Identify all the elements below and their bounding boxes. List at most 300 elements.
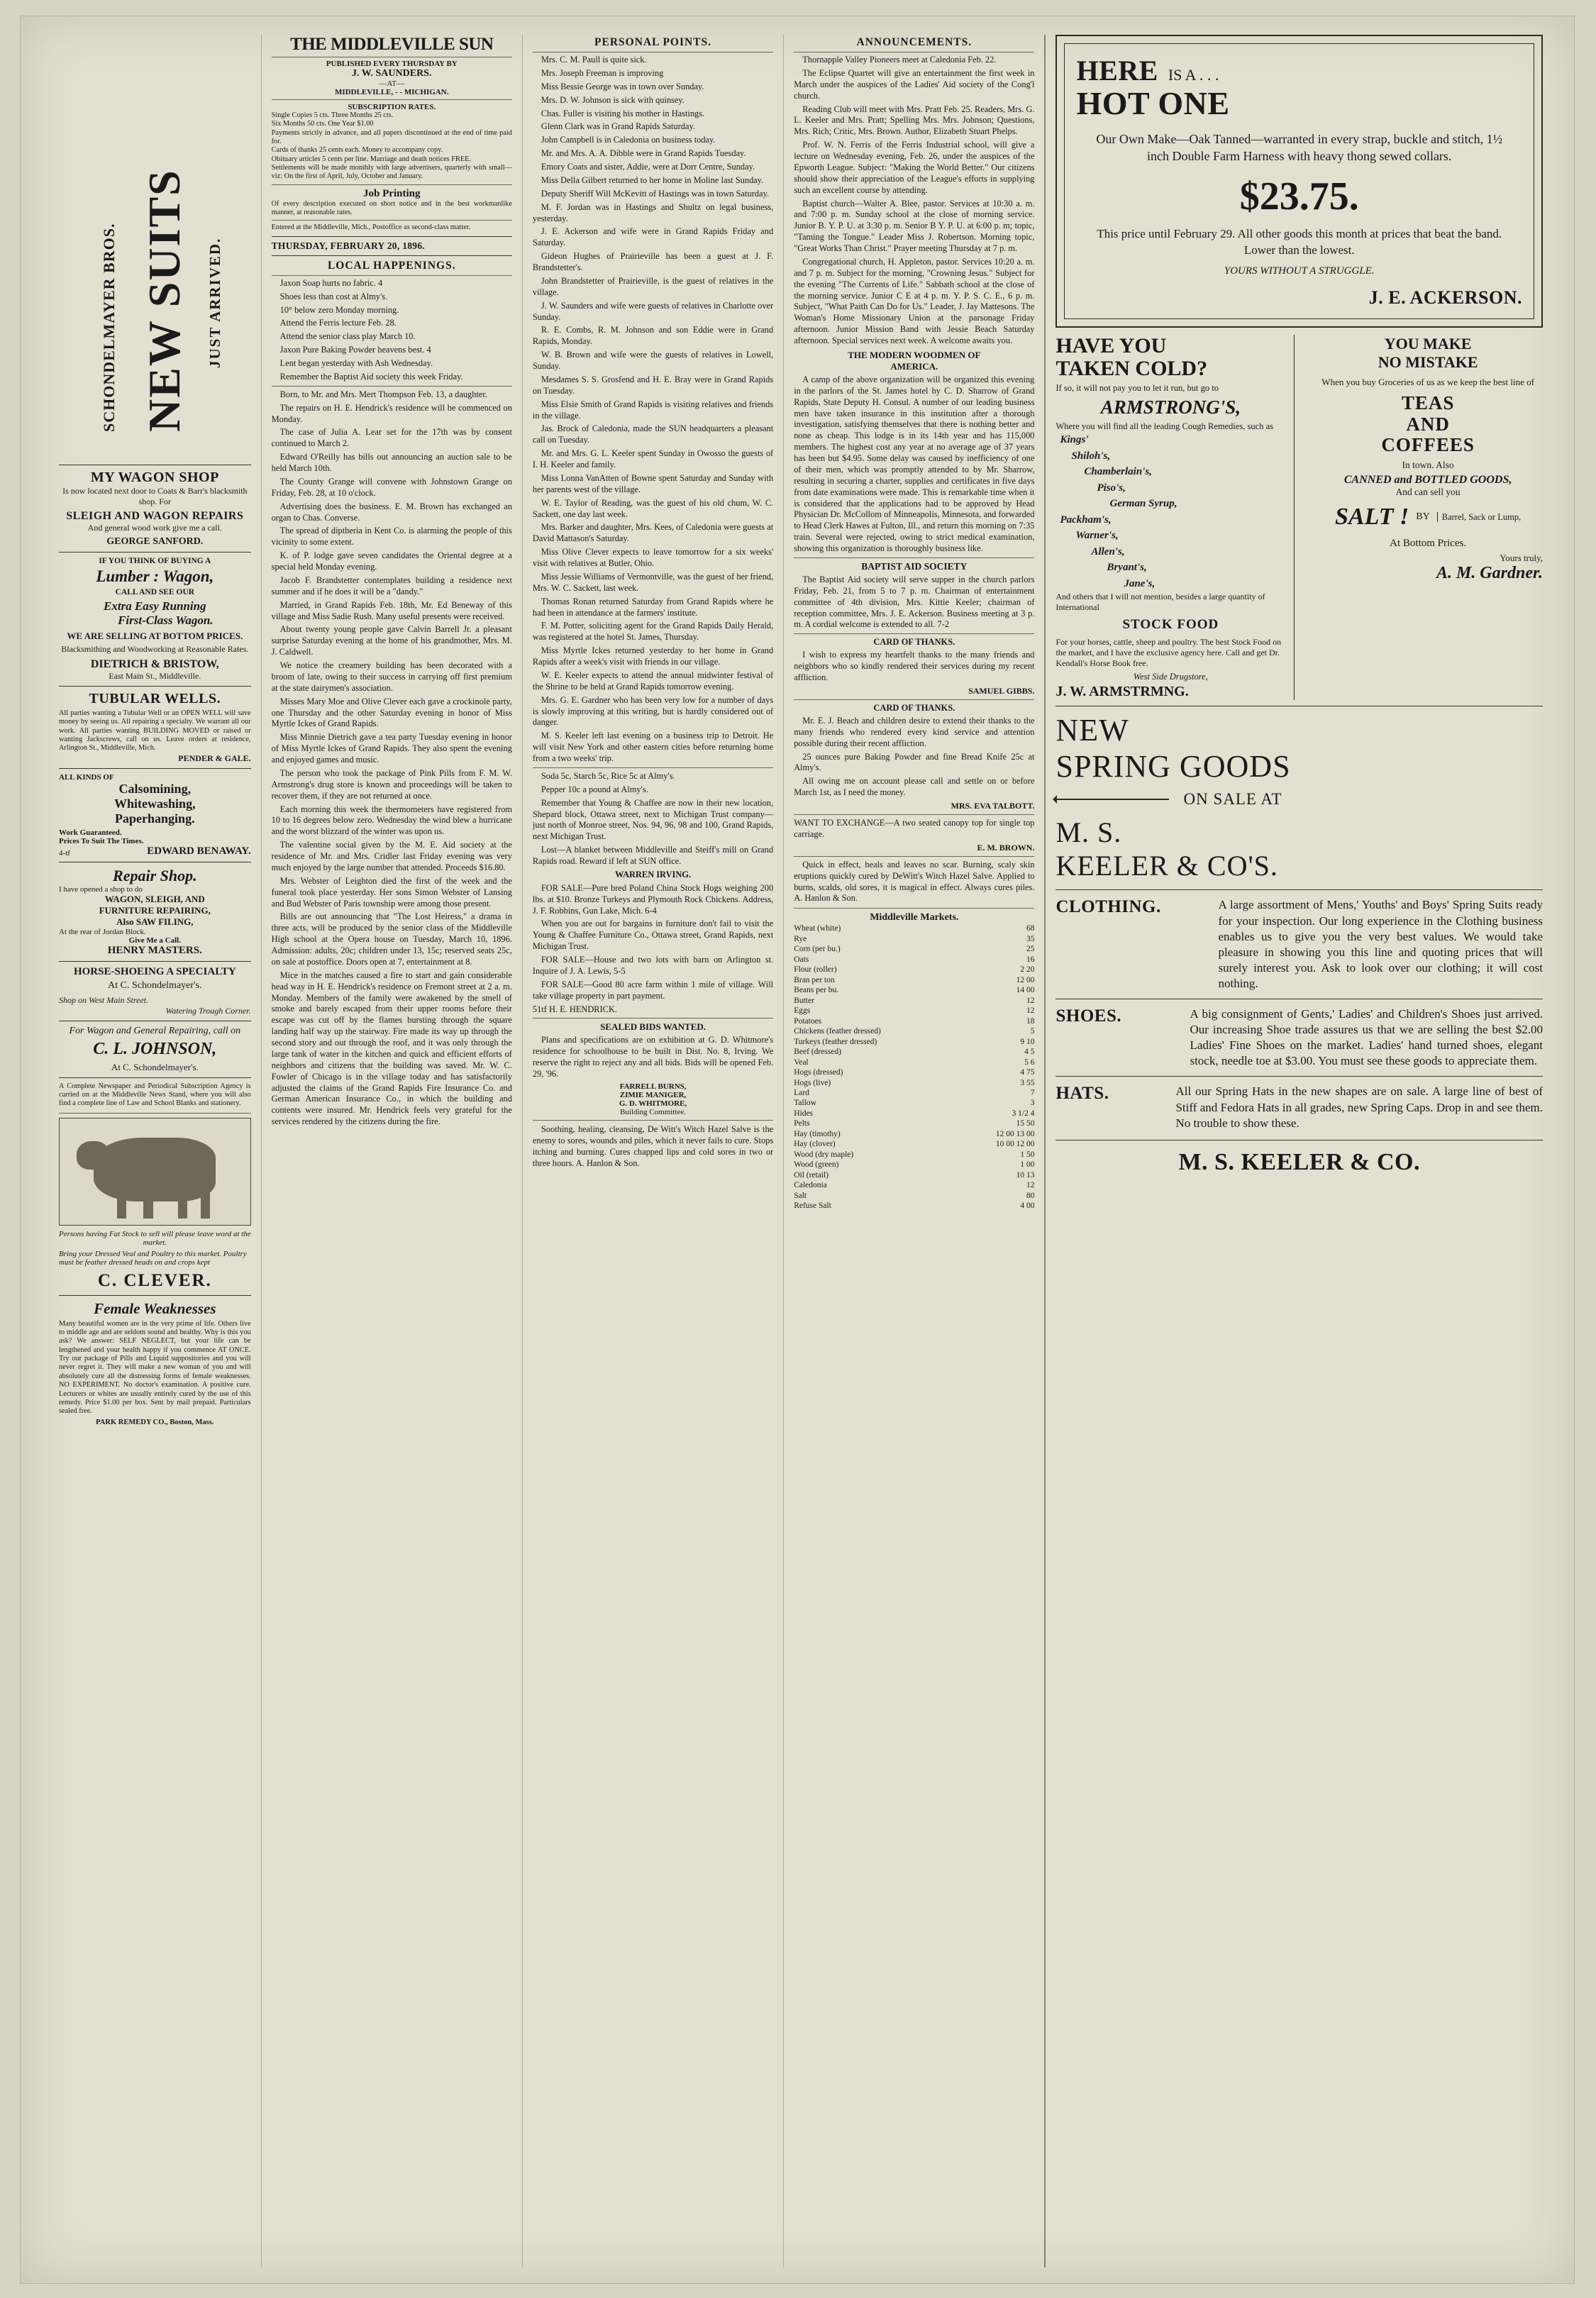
gardner-yours: Yours truly, [1500, 553, 1543, 564]
personal-points-heading: PERSONAL POINTS. [594, 36, 712, 48]
list-item: K. of P. lodge gave seven candidates the Oriental degree at a special held Monday evening. [271, 550, 512, 572]
subrates-l3: Payments strictly in advance, and all papers discontinued at the end of time paid for. [271, 128, 512, 146]
repair-title: Repair Shop. [113, 866, 197, 884]
newspaper-sheet [20, 16, 1575, 2284]
market-item: Corn (per bu.) [794, 945, 841, 954]
repair-l3: FURNITURE REPAIRING, [99, 904, 211, 916]
shoes-section [1055, 1006, 1543, 1069]
new-suits-text: NEW SUITS [139, 169, 189, 432]
hats-body: All our Spring Hats in the new shapes are on sale. A large line of best of Stiff and Fedora Hats in all grades, new Spring Caps. Drop in and see them. No trouble to show these. [1175, 1084, 1543, 1130]
horse-at: At C. Schondelmayer's. [108, 979, 202, 991]
table-row [794, 923, 1034, 933]
market-item: Hay (clover) [794, 1140, 836, 1149]
list-item: Mrs. Barker and daughter, Mrs. Kees, of Caledonia were guests at David Mattason's Saturday. [532, 522, 774, 544]
market-item: Oats [794, 955, 809, 964]
list-item: Jaxon Pure Baking Powder heavens best. 4 [279, 345, 431, 355]
table-row [794, 1088, 1034, 1098]
horse-shop: Shop on West Main Street. [59, 994, 149, 1005]
ackerson-harness-ad [1055, 35, 1543, 328]
list-item: Born, to Mr. and Mrs. Mert Thompson Feb. 13, a daughter. [279, 389, 487, 399]
masthead-place: MIDDLEVILLE, - - MICHIGAN. [335, 88, 449, 96]
list-item: Each morning this week the thermometers have registered from 10 to 16 degrees below zero. Wednesday the wind blew a hurricane and the worst blizzard of the winter was upon us. [271, 804, 512, 837]
lumber-think: IF YOU THINK OF BUYING A [99, 557, 211, 565]
column-announcements [783, 35, 1044, 2268]
want-to-exchange-sign: E. M. BROWN. [977, 842, 1035, 853]
list-item: Miss Jessie Williams of Vermontville, was the guest of her friend, Mrs. W. C. Sackett, last week. [532, 571, 774, 593]
horse-title: HORSE-SHOEING A SPECIALTY [73, 965, 236, 977]
market-price: 3 55 [1020, 1078, 1035, 1087]
table-row [794, 1016, 1034, 1026]
table-row [794, 1067, 1034, 1077]
market-item: Tallow [794, 1099, 816, 1108]
list-item: 51tf H. E. HENDRICK. [532, 1004, 617, 1014]
lumber-selling: WE ARE SELLING AT BOTTOM PRICES. [67, 631, 243, 641]
cow-body [94, 1138, 216, 1201]
armstrong-drug-ad [1055, 335, 1295, 700]
wells-sign: PENDER & GALE. [178, 753, 251, 763]
repair-l6: Give Me a Call. [128, 936, 181, 945]
list-item: John Brandstetter of Prairieville, is the guest of relatives in the village. [532, 275, 774, 297]
johnson-ad [59, 1026, 251, 1073]
market-item: Potatoes [794, 1016, 822, 1026]
sealed-sign-1: FARRELL BURNS, [619, 1082, 687, 1091]
card-of-thanks-heading-1: CARD OF THANKS. [873, 637, 955, 648]
keeler-final-sign: M. S. KEELER & CO. [1178, 1148, 1420, 1175]
market-item: Refuse Salt [794, 1201, 831, 1211]
market-item: Flour (roller) [794, 965, 837, 975]
market-price: 3 [1030, 1099, 1035, 1108]
wagon-shop-headline: SLEIGH AND WAGON REPAIRS [66, 510, 244, 522]
market-item: Bran per ton [794, 975, 835, 984]
list-item: Mrs. Webster of Leighton died the first of the week and the funeral took place yesterday. Her sons Simon Webster of Lansing and Bud Webster of Paris township were among those present. [271, 875, 512, 909]
issue-date: THURSDAY, FEBRUARY 20, 1896. [271, 240, 426, 251]
list-item: Miss Della Gilbert returned to her home in Moline last Sunday. [541, 174, 764, 185]
gardner-salt: SALT ! [1335, 504, 1409, 531]
market-item: Hogs (live) [794, 1078, 831, 1087]
market-item: Hay (timothy) [794, 1129, 841, 1138]
wagon-shop-ad [59, 470, 251, 548]
painting-ad [59, 773, 251, 857]
ackerson-sign: J. E. ACKERSON. [1368, 287, 1522, 309]
list-item: Edward O'Reilly has bills out announcing an auction sale to be held March 10th. [271, 452, 512, 474]
market-item: Rye [794, 934, 807, 943]
table-row [794, 934, 1034, 944]
card-of-thanks-body-1: I wish to express my heartfelt thanks to the many friends and neighbors who so kindly rendered their services during my recent affliction. [794, 650, 1035, 682]
list-item: Miss Lonna VanAtten of Bowne spent Saturday and Sunday with her parents west of the village. [532, 472, 774, 494]
table-row [794, 1191, 1034, 1201]
wells-body: All parties wanting a Tubular Well or an OPEN WELL will save money by seeing us. All repairing a specialty. We warrant all our work. All parties wanting BUILDING MOVED or raised or wanting Jackscrews, call on us. Leave orders at residence, Arlington St., Middleville, Mich. [59, 709, 251, 753]
market-item: Hides [794, 1109, 814, 1118]
sealed-bids-heading: SEALED BIDS WANTED. [600, 1021, 706, 1033]
list-item: Soda 5c, Starch 5c, Rice 5c at Almy's. [541, 770, 675, 781]
paint-warrant: Work Guaranteed. [59, 828, 122, 837]
ackerson-here: HERE [1076, 55, 1158, 87]
armstrong-store: West Side Drugstore, [1133, 672, 1208, 682]
market-price: 80 [1026, 1191, 1035, 1200]
shoes-heading: SHOES. [1055, 1006, 1122, 1026]
market-price: 12 00 [1016, 975, 1035, 984]
female-body: Many beautiful women are in the very prime of life. Others live to middle age and are seldom sound and healthy. Why is this you ask? We answer: SELF NEGLECT, but your life can be lengthened and your health happy if you commence AT ONCE. Try our package of Pills and Liquid suppositories and you will never regret it. They will make a new woman of you and will absolutely cure all the distressing forms of female weaknesses. NO EXPERIMENT. No doctor's examination. A positive cure. Lecturers or whites are usually entirely cured by the use of this remedy. Price $1.00 per box. Sent by mail prepaid. Particulars sealed free. [59, 1319, 251, 1416]
salve-notice: Soothing, healing, cleansing, De Witt's Witch Hazel Salve is the enemy to sores, wounds and piles, which it never fails to cure. Stops itching and burning. Cures chapped lips and cold sores in two or three hours. A. Hanlon & Son. [532, 1123, 774, 1168]
table-row [794, 955, 1034, 965]
gardner-bottom: At Bottom Prices. [1390, 538, 1467, 550]
list-item: Remember that Young & Chaffee are now in their new location, Shepard block, Ottawa street, next to Michigan Trust company—just north of Monroe street, Nos. 94, 96, 98 and 100, Grand Rapids, next Michigan Trust. [532, 797, 774, 842]
card-of-thanks-body-2: Mr. E. J. Beach and children desire to extend their thanks to the many friends who rendered every kind service and attention possible during their recent affliction. [794, 715, 1035, 748]
table-row [794, 1098, 1034, 1108]
table-row [794, 1078, 1034, 1088]
market-price: 4 00 [1020, 1201, 1035, 1211]
list-item: The valentine social given by the M. E. Aid society at the residence of Mr. and Mrs. Cridler last Friday evening was very much enjoyed by the large number that attended. Proceeds $16.80. [271, 840, 512, 872]
list-item: Mice in the matches caused a fire to start and gain considerable head way in H. E. Hendrick's residence on Fremont street at 2 a. m. Monday. Members of the family were awakened by the smell of smoke and barely escaped from their upper rooms before their escape was cut off by the flames bursting through the square landing half way up the stairway. Fire made its way up through the second story and out through the roof, and it was only through the large tank of water in the kitchen and quick and efficient efforts of neighbors and citizens that the building was saved. Mr. W. C. Fowler of Chicago is in the village today and has satisfactorily adjusted the claims of the Grand Rapids Fire Insurance Co. and German American Insurance Co., in which the building and contents were insured. Mr. Hendrick feels very grateful for the services rendered by the citizens during the fire. [271, 970, 512, 1127]
keeler-on-sale-at: ON SALE AT [1183, 790, 1282, 809]
market-item: Turkeys (feather dressed) [794, 1037, 877, 1046]
ackerson-terms: This price until February 29. All other goods this month at prices that beat the band. Lower than the lowest. [1097, 226, 1502, 257]
masthead-publisher: J. W. SAUNDERS. [352, 68, 432, 79]
market-item: Wood (dry maple) [794, 1150, 854, 1159]
table-row [794, 1150, 1034, 1160]
list-item: Mrs. C. M. Paull is quite sick. [541, 55, 647, 65]
market-price: 14 00 [1016, 986, 1035, 995]
job-printing-body: Of every description executed on short notice and in the best workmanlike manner, at reasonable rates. [271, 199, 512, 217]
entered-notice: Entered at the Middleville, Mich., Postoffice as second-class matter. [271, 223, 471, 232]
list-item: 10° below zero Monday morning. [279, 304, 399, 315]
subrates-l2: Six Months 50 cts. One Year $1.00 [271, 120, 374, 128]
table-row [794, 1058, 1034, 1067]
wagon-shop-line2: And general wood work give me a call. [87, 523, 222, 533]
brand-item: Shiloh's, [1071, 450, 1111, 462]
market-price: 68 [1026, 924, 1035, 933]
wells-title: TUBULAR WELLS. [89, 691, 221, 706]
table-row [794, 1170, 1034, 1180]
johnson-at: At C. Schondelmayer's. [111, 1061, 199, 1072]
list-item: The County Grange will convene with Johnstown Grange on Friday, Feb. 28, at 10 o'clock. [271, 476, 512, 498]
list-item: M. S. Keeler left last evening on a business trip to Detroit. He will visit New York and other eastern cities before returning home from a two weeks' trip. [532, 731, 774, 763]
table-row [794, 985, 1034, 995]
repair-l2: WAGON, SLEIGH, AND [104, 893, 205, 904]
job-printing-heading: Job Printing [363, 187, 421, 199]
table-row [794, 1006, 1034, 1016]
column-personal-points [522, 35, 783, 2268]
repair-shop-ad [59, 867, 251, 957]
cow-illustration [59, 1118, 251, 1226]
gardner-grocery-ad [1304, 335, 1543, 700]
table-row [794, 1037, 1034, 1047]
gardner-coffees: COFFEES [1381, 434, 1475, 456]
list-item: Prof. W. N. Ferris of the Ferris Industrial school, will give a lecture on Wednesday evening, Feb. 26, under the auspices of the Epworth League. Subject: "Making the World Better." Our citizens should show their appreciation of the League's efforts in supplying such an excellent course by attending. [794, 140, 1035, 195]
classified-list [533, 771, 773, 1016]
list-item: Shoes less than cost at Almy's. [279, 291, 388, 301]
armstrong-sign: J. W. ARMSTRMNG. [1055, 684, 1189, 700]
list-item: Attend the senior class play March 10. [279, 331, 416, 342]
brand-item: Bryant's, [1107, 562, 1147, 574]
market-price: 5 [1030, 1027, 1035, 1036]
list-item: J. E. Ackerson and wife were in Grand Rapids Friday and Saturday. [532, 226, 774, 248]
armstrong-taken-cold: TAKEN COLD? [1055, 356, 1208, 380]
paint-l1: Calsomining, [118, 781, 192, 796]
keeler-spring-goods-ad [1055, 712, 1543, 882]
brand-item: Allen's, [1091, 545, 1125, 557]
market-price: 10 13 [1016, 1170, 1035, 1179]
list-item: The spread of diptheria in Kent Co. is alarming the people of this vicinity to some extent. [271, 526, 512, 548]
tubular-wells-ad [59, 691, 251, 764]
market-item: Pelts [794, 1119, 810, 1128]
market-item: Hogs (dressed) [794, 1068, 843, 1077]
newspaper-masthead-title: THE MIDDLEVILLE SUN [290, 35, 494, 54]
subrates-l6: Settlements will be made monthly with large advertisers, quarterly with small—viz: On the first of April, July, October and January. [271, 164, 512, 181]
clothing-body: A large assortment of Mens,' Youths' and Boys' Spring Suits ready for your inspection. Our long experience in the Clothing business enables us to give you the very best values. We would take pleasure in showing you this line and quoting prices that will surely interest you. Ask to look over our clothing; it will cost nothing. [1218, 898, 1543, 990]
list-item: Lent began yesterday with Ash Wednesday. [279, 358, 433, 369]
market-item: Salt [794, 1191, 807, 1200]
personal-points-list [533, 55, 773, 765]
market-price: 3 1/2 4 [1012, 1109, 1035, 1118]
paint-prices: Prices To Suit The Times. [59, 836, 144, 845]
female-weakness-ad [59, 1300, 251, 1426]
market-price: 16 [1026, 955, 1035, 964]
gardner-you-make: YOU MAKE [1384, 335, 1472, 353]
cow-caption-2: Bring your Dressed Veal and Poultry to this market. Poultry must be feather dressed heads on and crops kept [59, 1249, 247, 1267]
wagon-shop-title: MY WAGON SHOP [90, 470, 219, 485]
list-item: Attend the Ferris lecture Feb. 28. [279, 318, 397, 328]
list-item: FOR SALE—Pure bred Poland China Stock Hogs weighing 200 lbs. at $10. Bronze Turkeys and Plymouth Rock Chickens. Address, J. F. Robbins, Gun Lake, Mich. 6-4 [532, 882, 774, 916]
settle-account-notice: All owing me on account please call and settle on or before March 1st, as I need the money. [794, 776, 1035, 798]
subrates-l1: Single Copies 5 cts. Three Months 25 cts. [271, 111, 394, 119]
just-arrived-text: JUST ARRIVED. [206, 237, 223, 368]
column-ads-left [49, 35, 261, 2268]
market-price: 18 [1026, 1016, 1035, 1026]
wagon-shop-sign: GEORGE SANFORD. [106, 536, 204, 547]
local-shorts-list [272, 278, 512, 383]
list-item: We notice the creamery building has been decorated with a broom of late, owing to their success in carrying off first premium at the state dairymen's association. [271, 660, 512, 693]
lumber-black: Blacksmithing and Woodworking at Reasonable Rates. [61, 644, 249, 654]
hats-section [1055, 1084, 1543, 1131]
baking-powder-notice: 25 ounces pure Baking Powder and fine Bread Knife 25c at Almy's. [794, 751, 1035, 773]
baptist-aid-body: The Baptist Aid society will serve supper in the church parlors Friday, Feb. 21, from 5 to 7 p. m. Chairman of entertainment committee of 4th division, Mrs. Kittie Keeler; chairman of reception committee, Mrs. J. E. Ackerson. Business meeting at 3 p. m. A cordial welcome is extended to all. 7-2 [794, 574, 1035, 630]
list-item: Miss Minnie Dietrich gave a tea party Tuesday evening in honor of Miss Myrtle Ickes of Grand Rapids. They also spent the evening and enjoyed games and music. [271, 732, 512, 765]
list-item: FOR SALE—Good 80 acre farm within 1 mile of village. Will take village property in part payment. [532, 979, 774, 1001]
keeler-new: NEW [1055, 713, 1129, 748]
list-item: WARREN IRVING. [615, 869, 692, 879]
list-item: Pepper 10c a pound at Almy's. [541, 784, 648, 794]
masthead-published: PUBLISHED EVERY THURSDAY BY [326, 60, 458, 68]
ackerson-body: Our Own Make—Oak Tanned—warranted in every strap, buckle and stitch, 1½ inch Double Farm Harness with heavy thong sewed collars. [1096, 132, 1503, 164]
cow-caption-1: Persons having Fat Stock to sell will please leave word at the market. [59, 1229, 251, 1247]
wagon-shop-line1: Is now located next door to Coats & Barr's blacksmith shop. For [62, 486, 248, 506]
list-item: Congregational church, H. Appleton, pastor. Services 10:20 a. m. and 7 p. m. Subject for the morning, "Crowning Jesus." Subject for the evening "The Currents of Life." Sabbath school at the close of the morning service. Junior C E at 4 p. m. Y. P. S. C. E., 6 p. m. Subject, "What Paith Can Do for Us." Leader, J. Jay Mattesons. The Woman's Home Missionary Union at the parsonage Friday afternoon. Junior Mission Band with Jessie Beach Saturday afternoon. Special services next week. A welcome awaits you. [794, 256, 1035, 345]
card-of-thanks-sign-1: SAMUEL GIBBS. [968, 685, 1035, 696]
list-item: W. B. Brown and wife were the guests of relatives in Lowell, Sunday. [532, 350, 774, 371]
market-item: Lard [794, 1089, 809, 1097]
sealed-bids-body: Plans and specifications are on exhibition at G. D. Whitmore's residence for schoolhouse to be built in Dist. No. 8, Irving. We reserve the right to reject any and all bids. Bids will be opened Feb. 29, '96. [532, 1035, 774, 1079]
market-item: Butter [794, 996, 814, 1005]
list-item: About twenty young people gave Calvin Barrell Jr. a pleasant surprise Saturday evening at the home of his grandmother, Mrs. M. J. Caldwell. [271, 624, 512, 657]
list-item: Advertising does the business. E. M. Brown has exchanged an organ to Chas. Converse. [271, 501, 512, 523]
keeler-co: KEELER & CO'S. [1055, 850, 1278, 882]
list-item: Emory Coats and sister, Addie, were at Dorr Centre, Sunday. [541, 162, 755, 172]
lumber-sign: DIETRICH & BRISTOW, [90, 658, 219, 670]
local-happenings-heading: LOCAL HAPPENINGS. [327, 259, 456, 272]
market-price: 12 [1026, 1006, 1035, 1016]
market-price: 25 [1026, 945, 1035, 954]
list-item: Miss Myrtle Ickes returned yesterday to her home in Grand Rapids after a week's visit with friends in our village. [532, 645, 774, 667]
subrates-l5: Obituary articles 5 cents per line. Marriage and death notices FREE. [271, 155, 471, 163]
market-price: 2 20 [1020, 965, 1035, 975]
gardner-no-mistake: NO MISTAKE [1378, 353, 1478, 371]
gardner-in-town: In town. Also [1402, 460, 1454, 471]
want-to-exchange-body: WANT TO EXCHANGE—A two seated canopy top for single top carriage. [794, 818, 1035, 839]
subrates-l4: Cards of thanks 25 cents each. Money to accompany copy. [271, 146, 443, 155]
lumber-title: Lumber : Wagon, [96, 567, 214, 585]
gardner-canned: CANNED and BOTTLED GOODS, [1343, 474, 1512, 487]
clever-sign: C. CLEVER. [97, 1270, 212, 1290]
two-ad-row [1055, 335, 1543, 700]
paint-l3: Paperhanging. [115, 811, 195, 826]
card-of-thanks-sign-2: MRS. EVA TALBOTT. [951, 801, 1035, 811]
gardner-by: BY [1416, 511, 1430, 523]
gardner-teas: TEAS [1401, 392, 1455, 413]
table-row [794, 1160, 1034, 1170]
repair-l1: I have opened a shop to do [59, 884, 143, 894]
market-price: 35 [1026, 934, 1035, 943]
markets-heading: Middleville Markets. [870, 912, 959, 923]
market-price: 12 [1026, 1181, 1035, 1190]
list-item: Remember the Baptist Aid society this week Friday. [279, 371, 463, 382]
list-item: Mrs. Joseph Freeman is improving [541, 67, 664, 78]
list-item: W. E. Taylor of Reading, was the guest of his old chum, W. C. Sackett, one day last week. [532, 497, 774, 519]
market-item: Oil (retail) [794, 1170, 829, 1179]
cow-leg [143, 1191, 153, 1219]
list-item: J. W. Saunders and wife were guests of relatives in Charlotte over Sunday. [532, 300, 774, 322]
hats-heading: HATS. [1055, 1084, 1109, 1104]
gardner-units: Barrel, Sack or Lump, [1437, 512, 1521, 522]
column-display-ads [1044, 35, 1553, 2268]
johnson-l1: For Wagon and General Repairing, call on [69, 1025, 241, 1036]
female-sign: PARK REMEDY CO., Boston, Mass. [96, 1418, 214, 1426]
sealed-sign-4: Building Committee. [620, 1107, 686, 1116]
horse-trough: Watering Trough Corner. [165, 1005, 251, 1016]
arrow-icon [1055, 799, 1169, 800]
armstrong-body-4: For your horses, cattle, sheep and poultry. The best Stock Food on the market, and I have the exclusive agency here. Call and get Dr. Kendall's Horse Book free. [1055, 637, 1282, 669]
column-container [49, 35, 1553, 2268]
johnson-name: C. L. JOHNSON, [93, 1039, 217, 1058]
sealed-sign-2: ZIMIE MANIGER, [619, 1090, 687, 1099]
repair-sign: HENRY MASTERS. [107, 944, 202, 956]
lumber-addr: East Main St., Middleville. [109, 671, 201, 681]
lumber-call: CALL AND SEE OUR [115, 588, 195, 596]
market-price: 4 5 [1024, 1048, 1035, 1057]
brand-item: Kings' [1060, 434, 1089, 446]
market-item: Veal [794, 1058, 809, 1067]
list-item: Mrs. G. E. Gardner who has been very low for a number of days is slowly improving at this writing, but is hardly considered out of danger. [532, 694, 774, 728]
list-item: Reading Club will meet with Mrs. Pratt Feb. 25. Readers, Mrs. G. L. Keeler and Mrs. Pratt; Spelling Mrs. Mrs. Johnson; Questions, Mrs. Rich; Critic, Mrs. Brown. Author, Elizabeth Stuart Phelps. [794, 104, 1035, 137]
list-item: Deputy Sheriff Will McKevitt of Hastings was in town Saturday. [541, 188, 769, 199]
list-item: Mesdames S. S. Grosfend and H. E. Bray were in Grand Rapids on Tuesday. [532, 374, 774, 396]
list-item: Chas. Fuller is visiting his mother in Hastings. [541, 108, 705, 118]
list-item: Lost—A blanket between Middleville and Steiff's mill on Grand Rapids road. Reward if left at SUN office. [532, 845, 774, 866]
list-item: The Eclipse Quartet will give an entertainment the first week in March under the auspices of the Ladies' Aid society of the Cong'l church. [794, 67, 1035, 101]
list-item: Miss Bessie George was in town over Sunday. [541, 81, 704, 91]
announcements-heading: ANNOUNCEMENTS. [856, 36, 972, 48]
masthead-at: —AT— [379, 79, 404, 88]
market-item: Wheat (white) [794, 924, 841, 933]
armstrong-brand: ARMSTRONG'S, [1100, 396, 1241, 418]
horseshoeing-ad [59, 966, 251, 1016]
market-price: 1 50 [1020, 1150, 1035, 1159]
gardner-and: AND [1406, 413, 1450, 435]
market-price: 15 50 [1016, 1119, 1035, 1128]
witch-hazel-notice: Quick in effect, heals and leaves no scar. Burning, scaly skin eruptions quickly cured by DeWitt's Witch Hazel Salve. Applied to burns, scalds, old sores, it is magical in effect. Always cures piles. A. Hanlon & Son. [794, 859, 1035, 904]
list-item: Mr. and Mrs. G. L. Keeler spent Sunday in Owosso the guests of I. H. Keeler and family. [532, 448, 774, 470]
brand-item: German Syrup, [1109, 498, 1177, 510]
cow-leg [201, 1191, 210, 1219]
shoes-body: A big consignment of Gents,' Ladies' and Children's Shoes just arrived. Our increasing Shoe trade assures us that we are selling the best $2.00 Ladies' Fine Shoes on the market. Ladies' hand turned shoes, elegant stock, needle toe at $3.00. You must see these goods to appreciate them. [1190, 1007, 1543, 1068]
lumber-first: First-Class Wagon. [118, 614, 214, 627]
clothing-section [1055, 897, 1543, 992]
market-price: 5 6 [1024, 1058, 1035, 1067]
market-price: 10 00 12 00 [995, 1140, 1035, 1149]
lumber-easy: Extra Easy Running [104, 599, 206, 613]
brand-item: Piso's, [1097, 482, 1126, 494]
woodmen-heading-1: THE MODERN WOODMEN OF [848, 349, 981, 360]
table-row [794, 1026, 1034, 1036]
keeler-ms: M. S. [1055, 816, 1122, 849]
table-row [794, 1129, 1034, 1139]
brand-item: Warner's, [1075, 530, 1119, 542]
list-item: Married, in Grand Rapids Feb. 18th, Mr. Ed Beneway of this village and Miss Sadie Rush. Many useful presents were received. [271, 599, 512, 621]
market-price: 12 00 13 00 [995, 1129, 1035, 1138]
paint-sign: EDWARD BENAWAY. [147, 845, 251, 857]
armstrong-stock-food: STOCK FOOD [1122, 617, 1219, 633]
list-item: Mrs. D. W. Johnson is sick with quinsey. [541, 94, 685, 105]
paint-l2: Whitewashing, [114, 796, 196, 811]
list-item: Jaxon Soap hurts no fabric. 4 [279, 277, 383, 288]
list-item: John Campbell is in Caledonia on business today. [541, 135, 716, 145]
column-masthead-local [261, 35, 522, 2268]
table-row [794, 1119, 1034, 1128]
armstrong-body-1: If so, it will not pay you to let it run, but go to [1055, 383, 1219, 394]
list-item: Miss Olive Clever expects to leave tomorrow for a six weeks' visit with relatives at Butler, Ohio. [532, 547, 774, 568]
list-item: F. M. Potter, soliciting agent for the Grand Rapids Daily Herald, was registered at the hotel St. James, Thursday. [532, 621, 774, 643]
market-price: 12 [1026, 996, 1035, 1005]
female-title: Female Weaknesses [94, 1299, 216, 1317]
list-item: Baptist church—Walter A. Blee, pastor. Services at 10:30 a. m. and 7:00 p. m. Sunday school at the close of morning service. Junior B. Y. P. U. at 3:30 p. m. Senior B Y. P. U. at 6:00 p. m; topic, "Taming the Tongue." Leader Miss J. Robertson. Morning topic, "Great Works Than Christ." Prayer meeting Thursday at 7 p. m. [794, 198, 1035, 253]
list-item: R. E. Combs, R. M. Johnson and son Eddie were in Grand Rapids, Monday. [532, 325, 774, 347]
market-price: 9 10 [1020, 1037, 1035, 1046]
armstrong-body-3: And others that I will not mention, besides a large quantity of International [1055, 592, 1265, 613]
list-item: W. E. Keeler expects to attend the annual midwinter festival of the Shrine to be held at Grand Rapids tomorrow evening. [532, 670, 774, 692]
market-item: Chickens (feather dressed) [794, 1027, 881, 1036]
list-item: Gideon Hughes of Prairieville has been a guest at J. F. Brandstetter's. [532, 251, 774, 272]
vertical-masthead-ad [59, 35, 251, 460]
woodmen-body: A camp of the above organization will be organized this evening in the parlors of the St. James hotel by C. D. Sharrow of Grand Rapids, State Deputy H. Consul. A number of our leading business men have taken insurance in this institution after a thorough investigation, satisfying themselves that there is nothing better and none as cheap. This lodge is in its 14th year and has 115,000 members. The highest cost any year at no average age of 37 years has been but $4.95. Some delay was caused by inefficiency of one of their men, which was promptly attended to by Mr. Sharrow, resulting in securing a charter, supplies and certificates in five days from date examinations were made. This is remarkable time when it is considered that the applications had to be approved by Head Physician Dr. McCollom of Minneapolis, Minnesota, and forwarded to Head Clerk Hawes at Fulton, Ill., and return this morning on 7:35 train. Several were rejected, owing to strict medical examination, showing this organization is thoroughly business like. [794, 374, 1035, 553]
repair-l5: At the rear of Jordan Block. [59, 927, 146, 936]
ackerson-hot-one: HOT ONE [1076, 85, 1230, 121]
table-row [794, 1139, 1034, 1149]
brand-item: Packham's, [1060, 514, 1112, 526]
armstrong-have-you: HAVE YOU [1055, 334, 1167, 358]
list-item: Miss Elsie Smith of Grand Rapids is visiting relatives and friends in the village. [532, 399, 774, 421]
table-row [794, 1201, 1034, 1211]
table-row [794, 1180, 1034, 1190]
list-item: When you are out for bargains in furniture don't fail to visit the Young & Chaffee Furniture Co., Ottawa street, Grand Rapids, next Michigan Trust. [532, 918, 774, 952]
markets-table [794, 923, 1034, 1211]
list-item: Jacob F. Brandstetter contemplates building a residence next summer and if he does it will be a "dandy." [271, 574, 512, 596]
ackerson-is-a: IS A . . . [1168, 66, 1219, 84]
baptist-aid-heading: BAPTIST AID SOCIETY [861, 560, 968, 572]
list-item: FOR SALE—House and two lots with barn on Arlington st. Inquire of J. A. Lewis, 5-5 [532, 955, 774, 976]
ackerson-price: $23.75. [1239, 174, 1359, 218]
armstrong-body-2: Where you will find all the leading Cough Remedies, such as [1055, 421, 1273, 432]
market-price: 7 [1030, 1089, 1035, 1097]
